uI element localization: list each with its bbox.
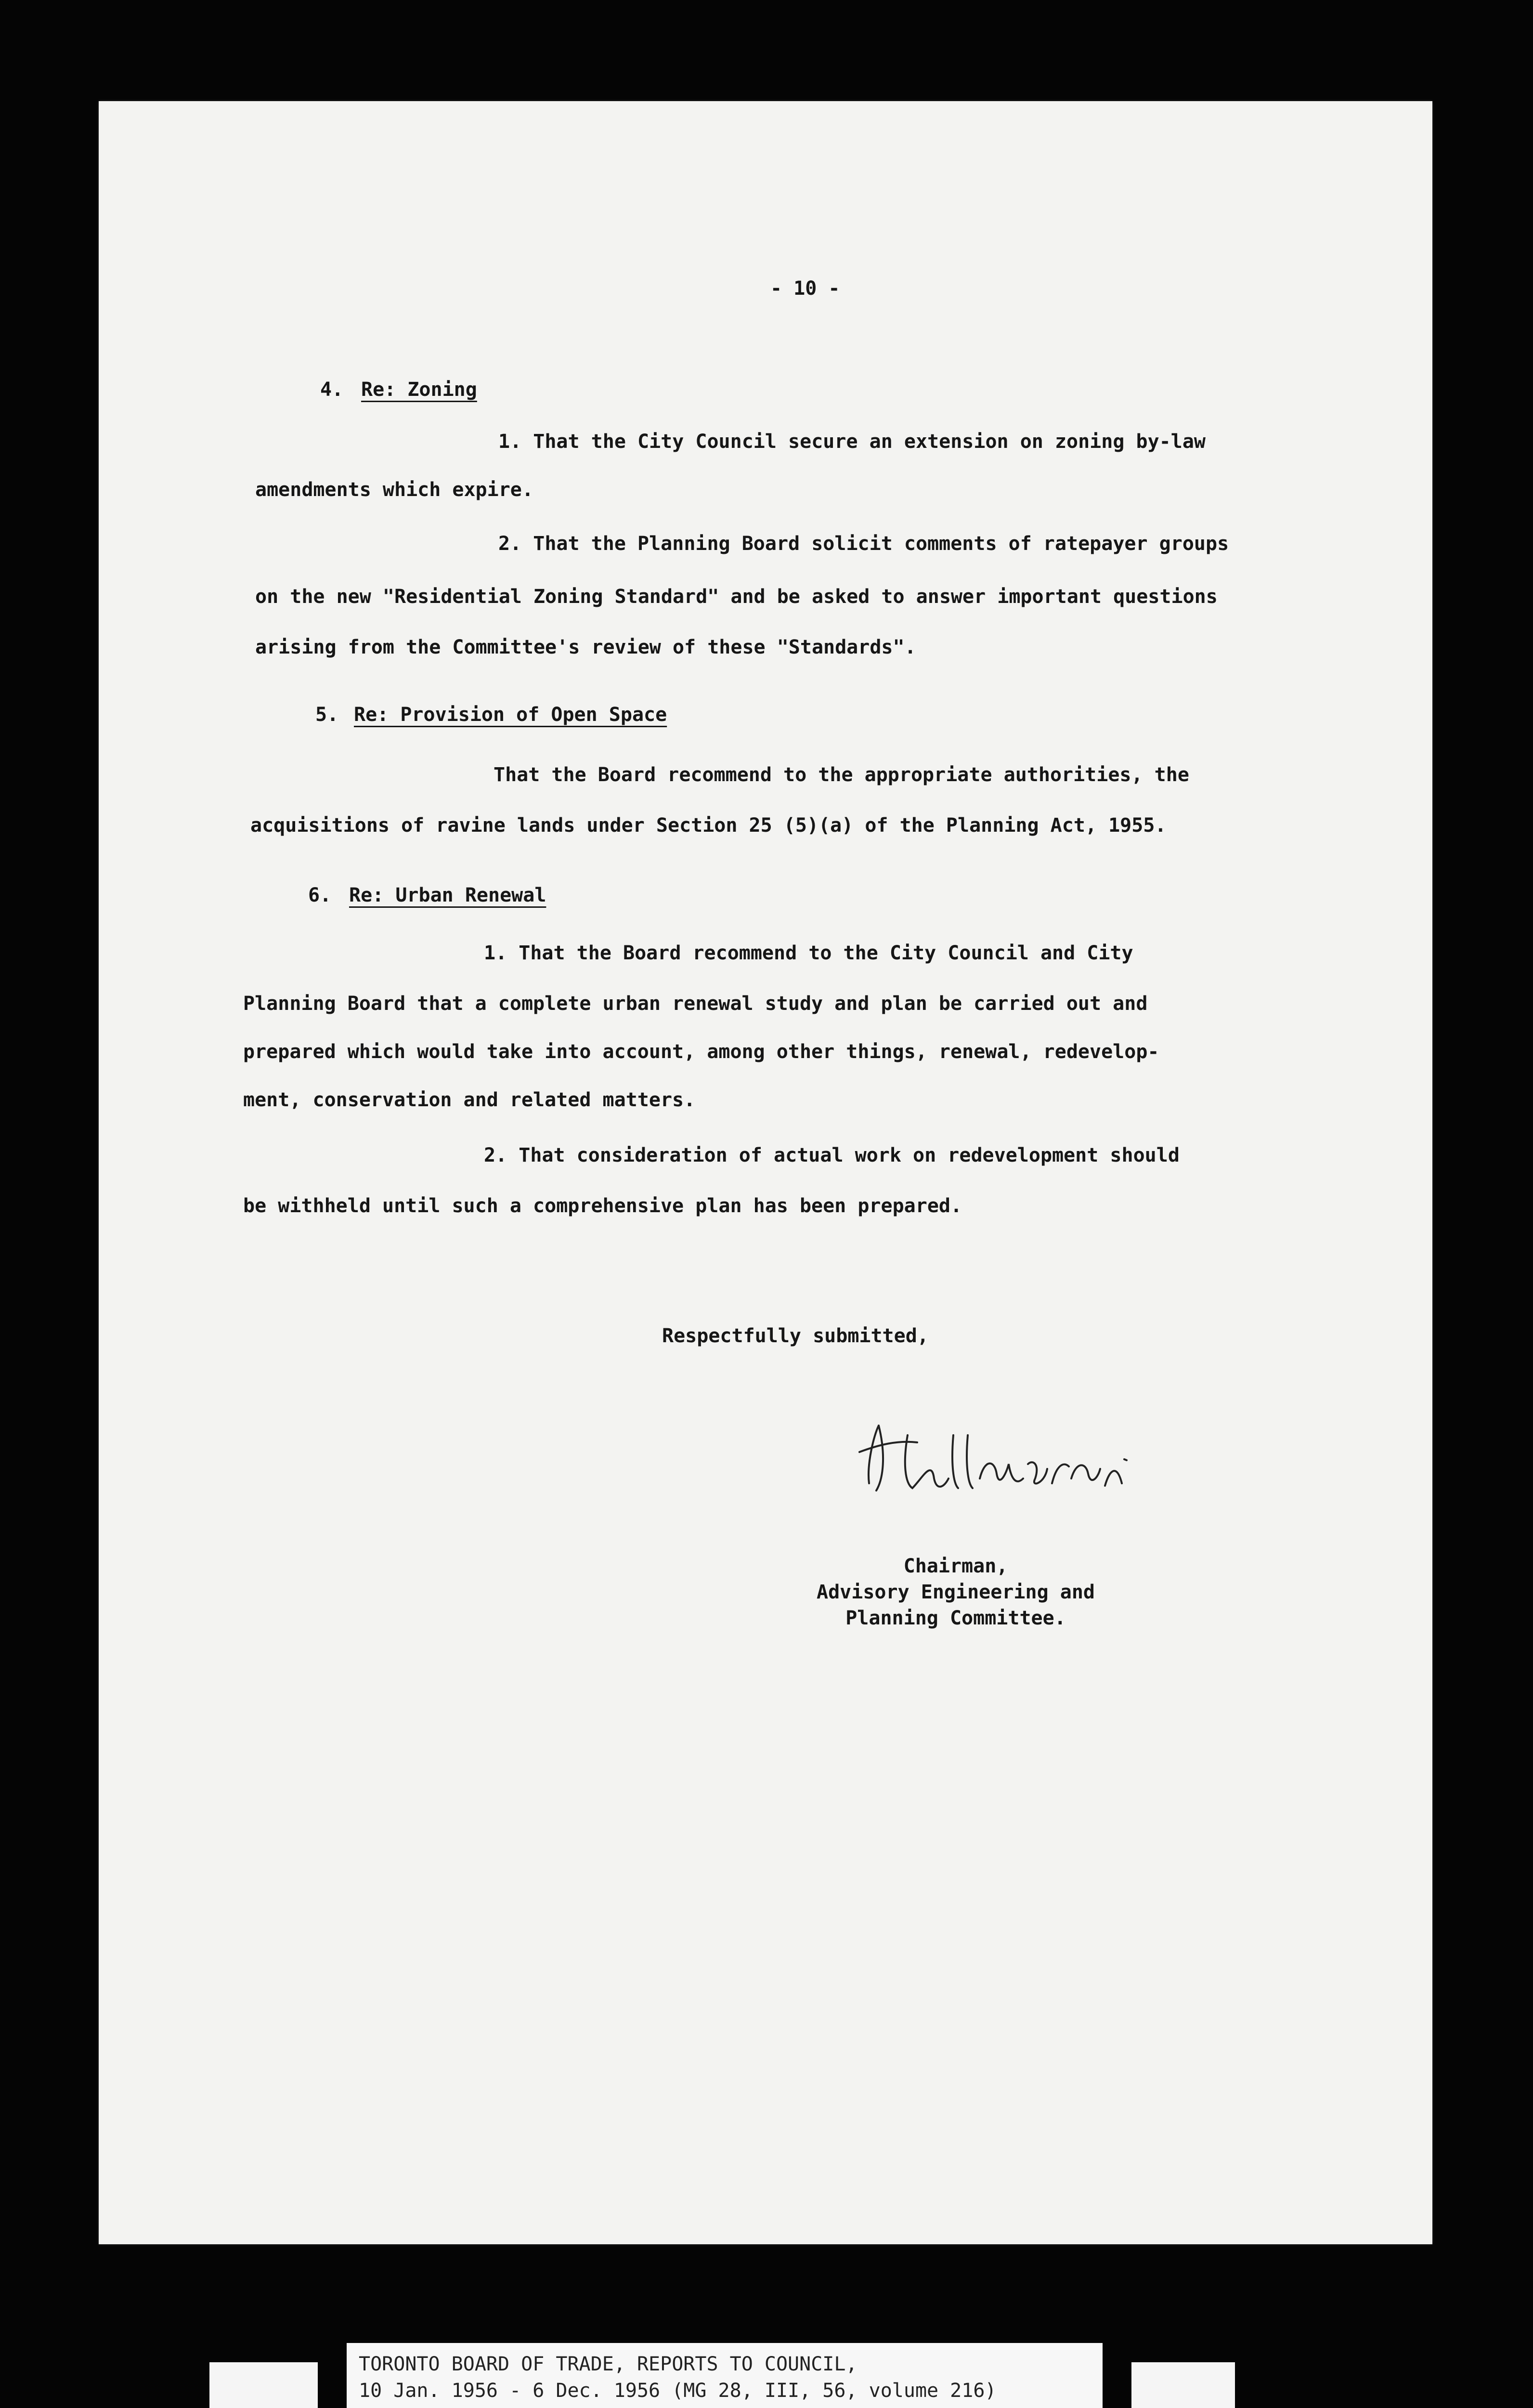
section-heading-urban-renewal: Re: Urban Renewal	[349, 884, 546, 906]
paragraph-line: on the new "Residential Zoning Standard" and be asked to answer important questions	[255, 586, 1218, 608]
label-tab-right	[1103, 2341, 1131, 2408]
paragraph-line: 2. That consideration of actual work on redevelopment should	[484, 1144, 1180, 1166]
label-tab-left	[318, 2341, 347, 2408]
paragraph-line: ment, conservation and related matters.	[243, 1089, 696, 1111]
handwritten-signature	[850, 1406, 1139, 1512]
section-heading-open-space: Re: Provision of Open Space	[354, 704, 667, 726]
page-number: - 10 -	[770, 277, 840, 300]
paragraph-line: arising from the Committee's review of these "Standards".	[255, 636, 916, 658]
paragraph-line: amendments which expire.	[255, 479, 533, 501]
paragraph-line: 1. That the Board recommend to the City Council and City	[484, 942, 1133, 964]
archive-reference-line1: TORONTO BOARD OF TRADE, REPORTS TO COUNCIL,	[359, 2353, 857, 2375]
section-heading-zoning: Re: Zoning	[361, 379, 477, 401]
paragraph-line: That the Board recommend to the appropriate authorities, the	[494, 764, 1189, 786]
archive-reference-line2: 10 Jan. 1956 - 6 Dec. 1956 (MG 28, III, 56, volume 216)	[359, 2380, 997, 2402]
section-number-6: 6.	[308, 884, 332, 906]
section-number-5: 5.	[315, 704, 339, 726]
signatory-committee-line1: Advisory Engineering and	[817, 1581, 1095, 1603]
closing-text: Respectfully submitted,	[662, 1325, 929, 1347]
paragraph-line: prepared which would take into account, among other things, renewal, redevelop-	[243, 1041, 1159, 1063]
paragraph-line: be withheld until such a comprehensive plan has been prepared.	[243, 1195, 962, 1217]
section-number-4: 4.	[320, 379, 344, 401]
signatory-title: Chairman,	[903, 1555, 1008, 1577]
document-page	[99, 101, 1432, 2244]
paragraph-line: 2. That the Planning Board solicit comments of ratepayer groups	[498, 533, 1229, 555]
paragraph-line: 1. That the City Council secure an extension on zoning by-law	[498, 431, 1206, 453]
paragraph-line: acquisitions of ravine lands under Section 25 (5)(a) of the Planning Act, 1955.	[250, 814, 1167, 837]
signatory-committee-line2: Planning Committee.	[845, 1607, 1066, 1629]
paragraph-line: Planning Board that a complete urban renewal study and plan be carried out and	[243, 993, 1148, 1015]
signatory-block	[787, 1553, 1124, 1631]
